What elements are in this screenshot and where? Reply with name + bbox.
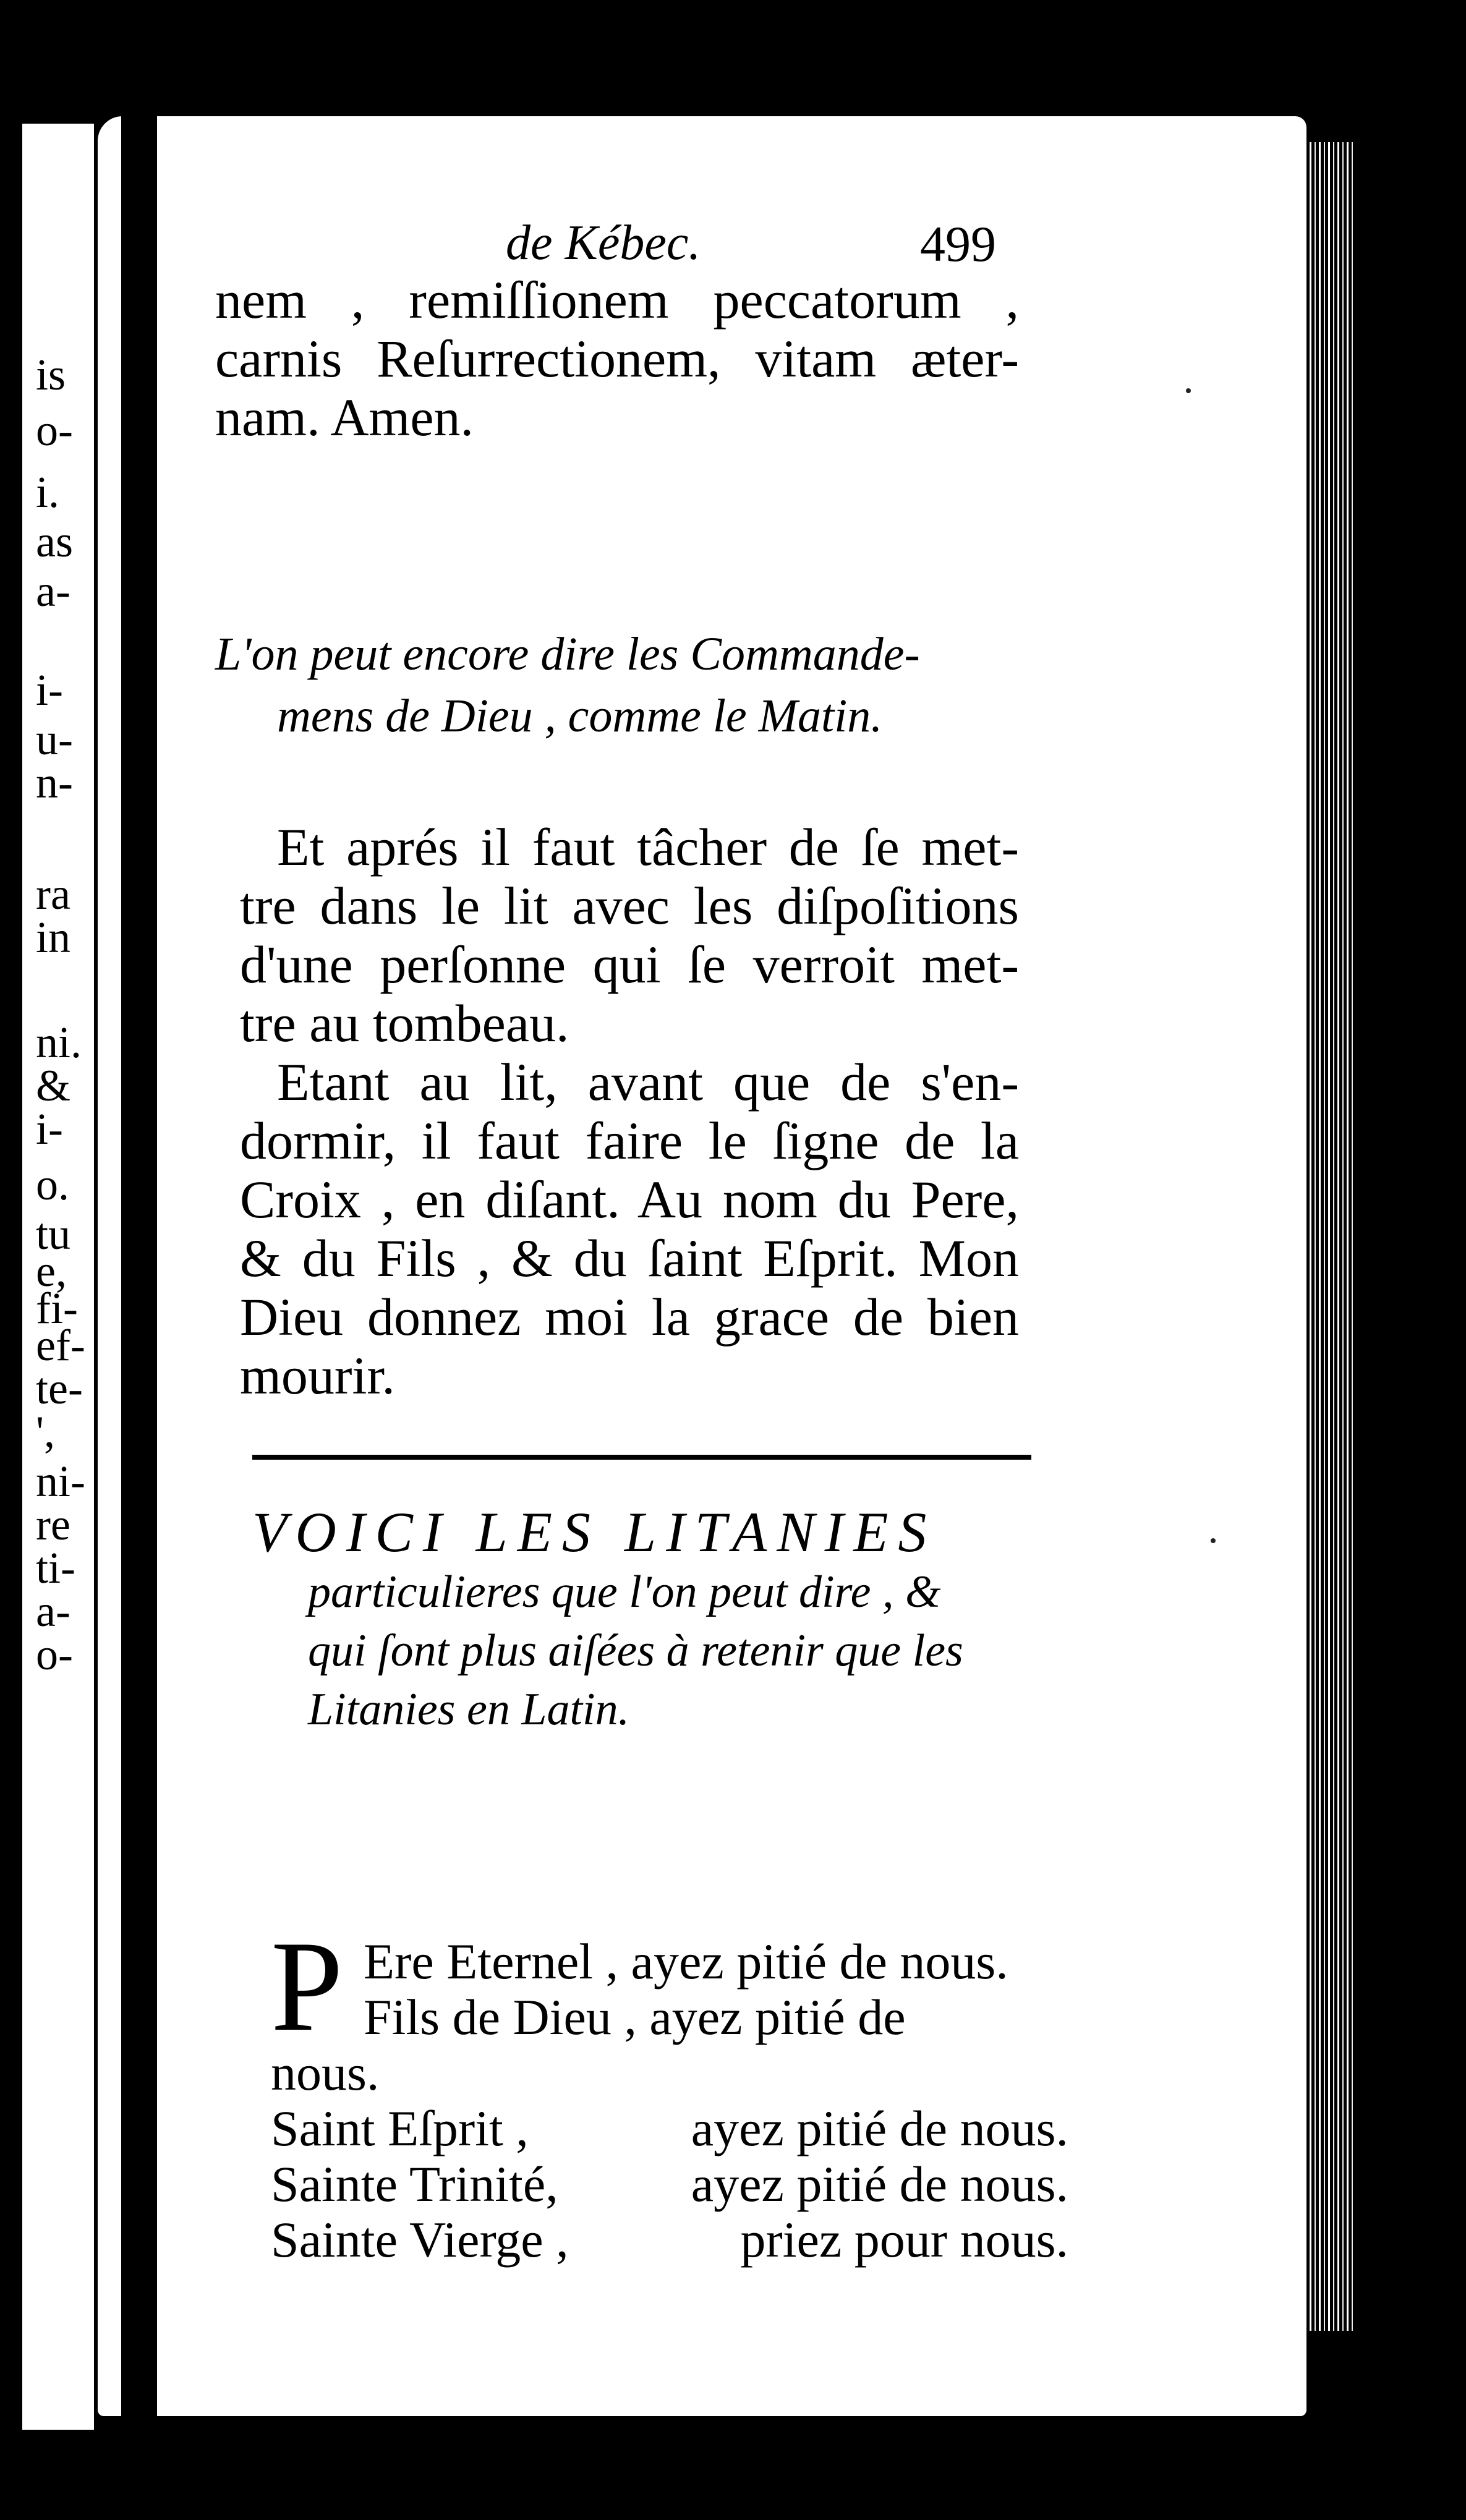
facing-page-gutter bbox=[14, 124, 22, 2430]
litany-invocation: Sainte Trinité, bbox=[271, 2156, 558, 2212]
facing-page-fragment-text: as bbox=[36, 517, 73, 566]
facing-page-fragment-text: ti- bbox=[36, 1543, 75, 1593]
facing-page-fragment-text: n- bbox=[36, 758, 73, 807]
facing-page-fragment-text: o. bbox=[36, 1160, 69, 1209]
litany-row bbox=[271, 2156, 1068, 2212]
paragraph-creed-end bbox=[215, 271, 1019, 447]
litany-response: ayez pitié de nous. bbox=[691, 2156, 1068, 2212]
text-line: Dieu donnez moi la grace de bien bbox=[240, 1287, 1019, 1347]
litany-invocation: Saint Eſprit , bbox=[271, 2100, 529, 2156]
litany-row bbox=[271, 2212, 1068, 2268]
text-line: dormir, il faut faire le ſigne de la bbox=[240, 1111, 1019, 1170]
facing-page-fragment-text: te- bbox=[36, 1364, 83, 1413]
text-line: tre au tombeau. bbox=[240, 994, 569, 1053]
facing-page-fragment bbox=[14, 124, 94, 2430]
page-number: 499 bbox=[920, 216, 996, 272]
book-page bbox=[98, 116, 1306, 2416]
section-divider-rule bbox=[252, 1455, 1031, 1460]
facing-page-fragment-text: tu bbox=[36, 1209, 71, 1259]
facing-page-fragment-text: ef- bbox=[36, 1321, 85, 1370]
facing-page-fragment-text: ', bbox=[36, 1407, 55, 1457]
facing-page-fragment-text: in bbox=[36, 913, 71, 962]
facing-page-fragment-text: e, bbox=[36, 1246, 67, 1296]
text-line: nem , remiſſionem peccatorum , bbox=[215, 270, 1019, 330]
rubric-commandments bbox=[215, 623, 1031, 747]
paragraph-bedtime bbox=[240, 818, 1019, 1405]
ink-speck bbox=[1211, 1538, 1216, 1543]
subheading-line: Litanies en Latin. bbox=[308, 1684, 630, 1735]
litany-invocation: Sainte Vierge , bbox=[271, 2211, 569, 2268]
facing-page-fragment-text: a- bbox=[36, 566, 70, 616]
text-line: & du Fils , & du ſaint Eſprit. Mon bbox=[240, 1228, 1019, 1288]
facing-page-fragment-text: i- bbox=[36, 665, 63, 715]
text-line: Etant au lit, avant que de s'en- bbox=[277, 1052, 1019, 1112]
text-line: tre dans le lit avec les diſpoſitions bbox=[240, 876, 1019, 935]
ink-speck bbox=[1186, 388, 1191, 393]
page-gutter-shadow bbox=[121, 116, 157, 2416]
page-edge-stack bbox=[1306, 142, 1355, 2331]
running-head bbox=[215, 215, 1068, 271]
litany-response: priez pour nous. bbox=[740, 2211, 1068, 2268]
rubric-line: mens de Dieu , comme le Matin. bbox=[277, 690, 883, 742]
text-line: nam. Amen. bbox=[215, 388, 474, 447]
facing-page-fragment-text: o- bbox=[36, 1630, 73, 1679]
facing-page-fragment-text: o- bbox=[36, 406, 73, 455]
rubric-line: L'on peut encore dire les Commande- bbox=[215, 628, 920, 680]
litany-line: Ere Eternel , ayez pitié de nous. bbox=[364, 1933, 1008, 1990]
section-heading: VOICI LES LITANIES bbox=[252, 1501, 937, 1564]
facing-page-fragment-text: i. bbox=[36, 467, 60, 517]
litany-list bbox=[271, 1915, 1068, 2268]
facing-page-fragment-text: re bbox=[36, 1500, 70, 1549]
text-line: Croix , en diſant. Au nom du Pere, bbox=[240, 1170, 1019, 1229]
text-line: d'une perſonne qui ſe verroit met- bbox=[240, 935, 1019, 994]
text-line: carnis Reſurrectionem, vitam æter- bbox=[215, 329, 1019, 388]
facing-page-fragment-text: fi- bbox=[36, 1283, 78, 1333]
text-line: Et aprés il faut tâcher de ſe met- bbox=[277, 817, 1019, 877]
facing-page-fragment-text: ni. bbox=[36, 1018, 82, 1067]
facing-page-fragment-text: & bbox=[36, 1061, 71, 1110]
litany-line: Fils de Dieu , ayez pitié de bbox=[364, 1989, 906, 2045]
facing-page-fragment-text: is bbox=[36, 350, 66, 399]
running-head-title: de Kébec. bbox=[506, 216, 701, 270]
litany-response: ayez pitié de nous. bbox=[691, 2100, 1068, 2156]
facing-page-fragment-text: a- bbox=[36, 1586, 70, 1636]
facing-page-fragment-text: ni- bbox=[36, 1457, 85, 1506]
facing-page-fragment-text: ra bbox=[36, 869, 70, 919]
facing-page-fragment-text: i- bbox=[36, 1104, 63, 1154]
litany-row bbox=[271, 2101, 1068, 2156]
subheading-line: particulieres que l'on peut dire , & bbox=[308, 1567, 941, 1617]
drop-cap: P bbox=[271, 1915, 343, 2058]
litany-line: nous. bbox=[271, 2045, 380, 2101]
subheading-line: qui ſont plus aiſées à retenir que les bbox=[308, 1625, 963, 1676]
text-line: mourir. bbox=[240, 1346, 395, 1405]
section-subheading bbox=[308, 1563, 1038, 1739]
facing-page-fragment-text: u- bbox=[36, 715, 73, 764]
